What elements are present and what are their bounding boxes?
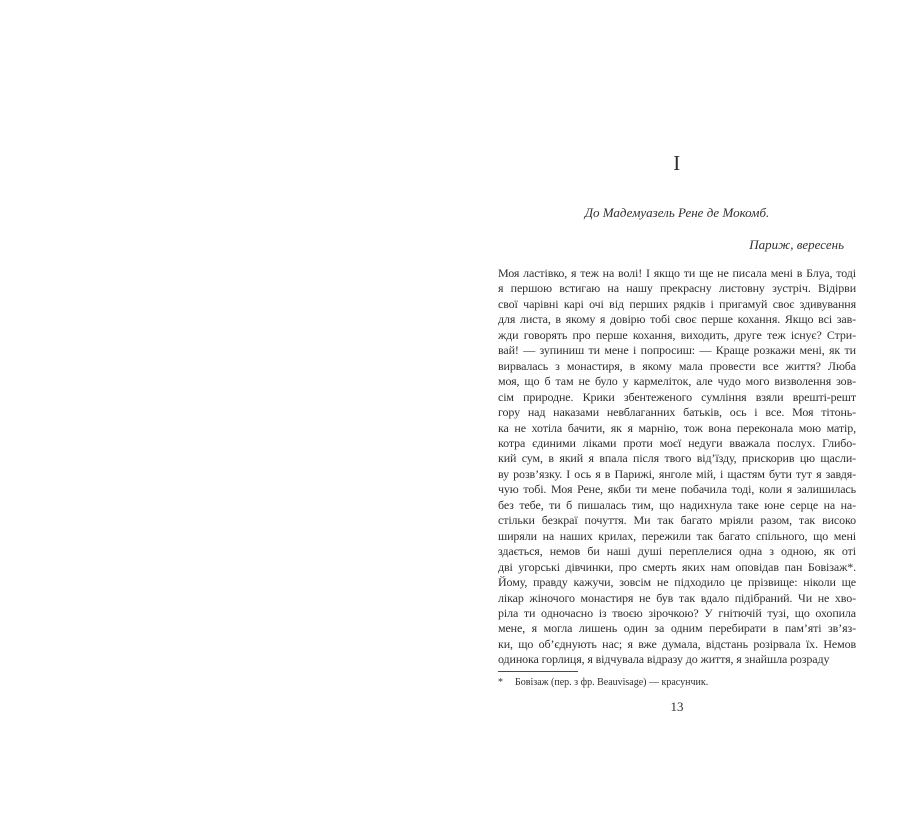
body-paragraph xyxy=(498,266,856,668)
body-text-line: стільки безкраї почуття. Ми так багато мріяли разом, так високо xyxy=(498,513,856,528)
body-text-line: Йому, правду кажучи, зовсім не підходило це прізвище: ніколи ще xyxy=(498,575,856,590)
body-text-line: дві угорські дівчинки, про смерть яких нам оповідав пан Бовізаж*. xyxy=(498,559,856,574)
body-text-line: мене, я могла лишень один за одним перебирати в пам’яті зв’яз- xyxy=(498,621,856,636)
chapter-heading: I xyxy=(673,151,681,175)
body-text-line: ка не хотіла бачити, як я марнію, тож вона переконала мою матір, xyxy=(498,420,856,435)
body-text-line: жди говорять про перше кохання, виходить, друге теж існує? Стри- xyxy=(498,327,856,342)
body-text-line: одинока горлиця, я відчувала відразу до життя, я знайшла розраду xyxy=(498,652,830,667)
body-text-line: лікар жіночого монастиря не був так вдало підібраний. Чи не хво- xyxy=(498,590,856,605)
body-text-line: ву розв’язку. І ось я в Парижі, янголе мій, і щастям бути тут я завдя- xyxy=(498,466,856,481)
footnote-marker: * xyxy=(498,677,503,688)
body-text-line: кий сум, в який я впала після твого від’їзду, прискорив цю щасли- xyxy=(498,451,856,466)
body-text-line: вай! — зупиниш ти мене і попросиш: — Краще розкажи мені, як ти xyxy=(498,343,856,358)
body-text-line: сім природне. Крики збентеженого сумління взяли врешті-решт xyxy=(498,389,856,404)
body-text-line: здається, немов би наші душі переплелися одна з одною, як оті xyxy=(498,544,856,559)
dedication-line: До Мадемуазель Рене де Мокомб. xyxy=(584,205,770,220)
body-text-line: свої чарівні карі очі від перших рядків і пригамуй своє здивування xyxy=(498,296,856,311)
body-text-line: ширяли на наших крилах, пережили так багато спільного, що мені xyxy=(498,528,856,543)
body-text-line: вирвалась з монастиря, в якому мала провести все життя? Люба xyxy=(498,358,856,373)
body-text-line: ріла ти одночасно із твоєю зірочкою? У гнітючій тузі, що охопила xyxy=(498,605,856,620)
body-text-line: я першою встигаю на нашу прекрасну листовну зустріч. Відірви xyxy=(498,281,856,296)
body-text-line: гору над наказами невблаганних батьків, ось і все. Моя тітонь- xyxy=(498,405,856,420)
dateline: Париж, вересень xyxy=(749,237,844,252)
body-text-line: без тебе, ти б пишалась тим, що надихнула таке юне серце на на- xyxy=(498,497,856,512)
footnote xyxy=(498,676,856,689)
page-number: 13 xyxy=(670,699,684,714)
body-text-line: котра єдиними ліками проти моєї недуги вважала послух. Глибо- xyxy=(498,435,856,450)
body-text-line: чую тобі. Моя Рене, якби ти мене побачила тоді, коли я залишилась xyxy=(498,482,856,497)
body-text-line: для листа, в якому я довірю тобі своє перше кохання. Якщо всі зав- xyxy=(498,312,856,327)
footnote-text: Бовізаж (пер. з фр. Beauvisage) — красунчик. xyxy=(515,677,709,688)
footnote-separator-rule xyxy=(498,671,578,672)
body-text-line: Моя ластівко, я теж на волі! І якщо ти ще не писала мені в Блуа, тоді xyxy=(498,266,856,280)
body-text-line: ки, що об’єднують нас; я вже думала, відстань розірвала їх. Немов xyxy=(498,636,856,651)
body-text-line: моя, що б там не було у кармеліток, але чудо мого визволення зов- xyxy=(498,374,856,389)
page-column xyxy=(498,0,856,817)
